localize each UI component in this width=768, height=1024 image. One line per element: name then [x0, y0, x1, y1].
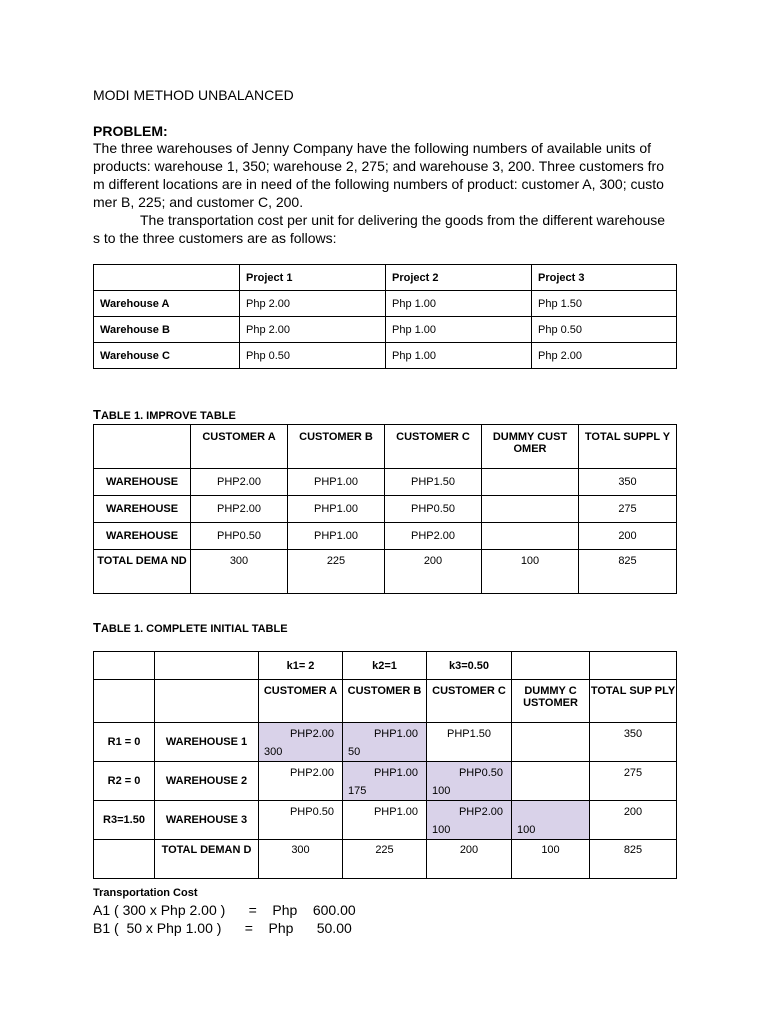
table-header-cell: Project 2: [386, 265, 532, 291]
cell-cost: PHP1.00: [373, 728, 418, 740]
supply-cell: [590, 801, 677, 840]
table-row: [94, 469, 677, 496]
allocation-cell: [259, 723, 343, 762]
table-cell: Php 2.00: [240, 291, 386, 317]
table-header-row: [94, 425, 677, 469]
table-cell: Php 1.00: [386, 291, 532, 317]
row-label: WAREHOUSE 3: [155, 801, 259, 840]
table-row: [94, 723, 677, 762]
table-row: [94, 762, 677, 801]
table-header-cell: CUSTOMER A: [191, 425, 288, 469]
cost-table: [93, 264, 677, 369]
table-cell: PHP0.50: [385, 496, 482, 523]
cost-calculation-line: A1 ( 300 x Php 2.00 ) = Php 600.00: [93, 902, 356, 918]
r-value-cell: R3=1.50: [94, 801, 155, 840]
table-cell: 275: [579, 496, 677, 523]
table-cell: PHP1.00: [288, 469, 385, 496]
table-header-cell: TOTAL SUPPL Y: [579, 425, 677, 469]
table-cell: 100: [512, 840, 590, 879]
problem-line: The transportation cost per unit for delivering the goods from the different warehouse: [140, 212, 666, 228]
cell-allocation: 100: [432, 785, 451, 797]
table-row: [94, 523, 677, 550]
table-cell: 225: [343, 840, 427, 879]
cell-cost: PHP1.00: [373, 806, 418, 818]
k-value-cell: k1= 2: [259, 652, 343, 680]
table-cell: PHP2.00: [385, 523, 482, 550]
table-cell: 300: [259, 840, 343, 879]
cell-cost: PHP1.50: [446, 728, 492, 740]
allocation-cell: [343, 762, 427, 801]
allocation-cell: [259, 801, 343, 840]
allocation-cell: [512, 762, 590, 801]
table-cell: Php 2.00: [532, 343, 677, 369]
improve-table-caption: [93, 407, 236, 422]
k-value-cell: k2=1: [343, 652, 427, 680]
document-title: MODI METHOD UNBALANCED: [93, 87, 294, 103]
cost-calculation-line: B1 ( 50 x Php 1.00 ) = Php 50.00: [93, 920, 352, 936]
table-cell: 300: [191, 550, 288, 594]
row-label: Warehouse C: [94, 343, 240, 369]
transportation-cost-heading: Transportation Cost: [93, 887, 198, 899]
table-cell: [482, 523, 579, 550]
table-header-cell: CUSTOMER C: [427, 680, 512, 723]
r-value-cell: R2 = 0: [94, 762, 155, 801]
table-cell: Php 0.50: [240, 343, 386, 369]
cell-cost: PHP1.00: [373, 767, 418, 779]
table-cell: 225: [288, 550, 385, 594]
table-cell: [94, 652, 155, 680]
cell-allocation: 100: [517, 824, 536, 836]
table-cell: PHP2.00: [191, 496, 288, 523]
table-cell: 200: [385, 550, 482, 594]
allocation-cell: [427, 801, 512, 840]
problem-line: mer B, 225; and customer C, 200.: [93, 194, 304, 210]
table-header-row: [94, 680, 677, 723]
table-cell: [94, 265, 240, 291]
row-label: Warehouse A: [94, 291, 240, 317]
allocation-cell: [259, 762, 343, 801]
table-cell: [512, 652, 590, 680]
table-cell: PHP1.00: [288, 523, 385, 550]
problem-heading: PROBLEM:: [93, 123, 168, 139]
table-row: [94, 801, 677, 840]
table-header-cell: Project 3: [532, 265, 677, 291]
table-header-cell: Project 1: [240, 265, 386, 291]
table-cell: Php 2.00: [240, 317, 386, 343]
row-label: WAREHOUSE: [94, 469, 191, 496]
table-cell: 825: [579, 550, 677, 594]
supply-cell: [590, 762, 677, 801]
table-header-cell: CUSTOMER B: [343, 680, 427, 723]
table-cell: 825: [590, 840, 677, 879]
cell-allocation: 175: [348, 785, 367, 797]
caption-initial: T: [93, 620, 101, 635]
cell-cost: PHP2.00: [458, 806, 503, 818]
table-cell: PHP0.50: [191, 523, 288, 550]
cell-cost: PHP2.00: [289, 767, 334, 779]
allocation-cell: [343, 801, 427, 840]
k-values-row: [94, 652, 677, 680]
problem-line: The three warehouses of Jenny Company have the following numbers of available units of: [93, 140, 651, 156]
supply-value: 350: [623, 728, 643, 740]
supply-cell: [590, 723, 677, 762]
table-cell: [590, 652, 677, 680]
table-row: [94, 343, 677, 369]
allocation-cell: [512, 723, 590, 762]
problem-line: m different locations are in need of the following numbers of product: customer A, 300; custo: [93, 176, 664, 192]
r-value-cell: R1 = 0: [94, 723, 155, 762]
table-header-cell: DUMMY C USTOMER: [512, 680, 590, 723]
table-cell: [155, 680, 259, 723]
table-cell: PHP1.00: [288, 496, 385, 523]
row-label: WAREHOUSE 2: [155, 762, 259, 801]
cell-cost: PHP2.00: [289, 728, 334, 740]
table-cell: 100: [482, 550, 579, 594]
problem-paragraph: [93, 139, 681, 247]
table-cell: PHP2.00: [191, 469, 288, 496]
caption-initial: T: [93, 407, 101, 422]
cell-allocation: 100: [432, 824, 451, 836]
row-label: WAREHOUSE 1: [155, 723, 259, 762]
cell-cost: PHP0.50: [458, 767, 503, 779]
row-label: WAREHOUSE: [94, 496, 191, 523]
improve-table: [93, 424, 677, 594]
caption-text: ABLE 1. COMPLETE INITIAL TABLE: [100, 623, 288, 635]
table-cell: [94, 840, 155, 879]
initial-table-caption: [93, 620, 288, 635]
table-cell: Php 1.00: [386, 317, 532, 343]
row-label: Warehouse B: [94, 317, 240, 343]
allocation-cell: [512, 801, 590, 840]
table-cell: [94, 680, 155, 723]
table-header-cell: CUSTOMER C: [385, 425, 482, 469]
table-header-cell: CUSTOMER B: [288, 425, 385, 469]
total-demand-row: [94, 550, 677, 594]
supply-value: 275: [623, 767, 643, 779]
table-cell: [94, 425, 191, 469]
table-cell: PHP1.50: [385, 469, 482, 496]
table-header-cell: DUMMY CUST OMER: [482, 425, 579, 469]
table-cell: Php 1.00: [386, 343, 532, 369]
k-value-cell: k3=0.50: [427, 652, 512, 680]
row-label: TOTAL DEMAN D: [155, 840, 259, 879]
table-cell: 350: [579, 469, 677, 496]
table-header-cell: TOTAL SUP PLY: [590, 680, 677, 723]
problem-line: s to the three customers are as follows:: [93, 230, 337, 246]
table-cell: [155, 652, 259, 680]
table-row: [94, 317, 677, 343]
table-row: [94, 291, 677, 317]
cell-allocation: 300: [264, 746, 283, 758]
cell-cost: PHP0.50: [289, 806, 334, 818]
allocation-cell: [343, 723, 427, 762]
table-cell: [482, 469, 579, 496]
table-header-row: [94, 265, 677, 291]
problem-line: products: warehouse 1, 350; warehouse 2, 275; and warehouse 3, 200. Three customers fro: [93, 158, 664, 174]
row-label: WAREHOUSE: [94, 523, 191, 550]
cell-allocation: 50: [348, 746, 361, 758]
table-cell: Php 0.50: [532, 317, 677, 343]
caption-text: ABLE 1. IMPROVE TABLE: [100, 410, 236, 422]
supply-value: 200: [623, 806, 643, 818]
allocation-cell: [427, 723, 512, 762]
table-cell: Php 1.50: [532, 291, 677, 317]
allocation-cell: [427, 762, 512, 801]
table-cell: [482, 496, 579, 523]
initial-table: [93, 651, 677, 879]
total-demand-row: [94, 840, 677, 879]
table-row: [94, 496, 677, 523]
table-header-cell: CUSTOMER A: [259, 680, 343, 723]
table-cell: 200: [579, 523, 677, 550]
table-cell: 200: [427, 840, 512, 879]
row-label: TOTAL DEMA ND: [94, 550, 191, 594]
